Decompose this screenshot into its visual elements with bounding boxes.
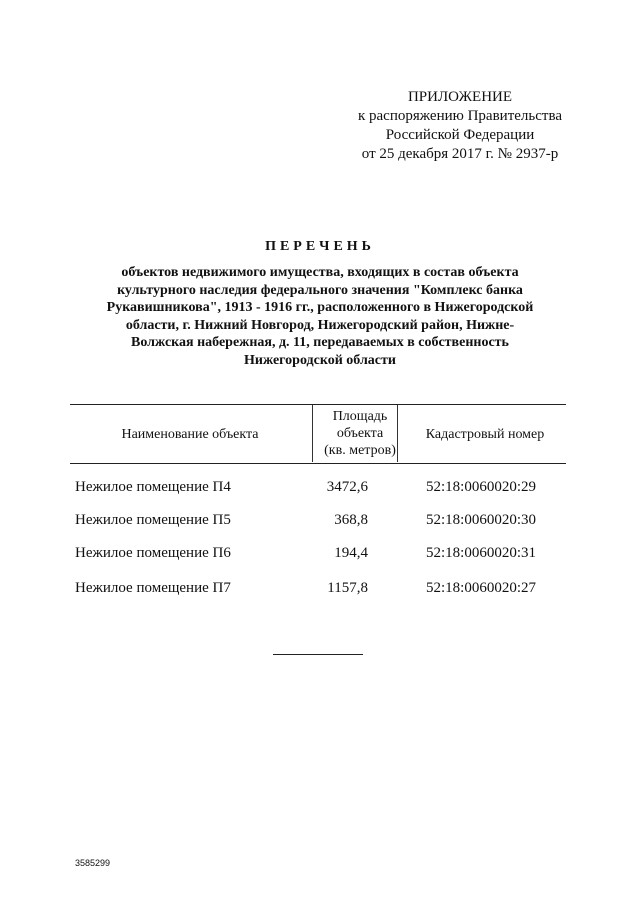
appendix-heading: ПРИЛОЖЕНИЕ: [407, 89, 513, 105]
end-rule: [273, 654, 363, 655]
header-name: Наименование объекта: [121, 427, 259, 442]
cell-cadastral: 52:18:0060020:30: [426, 512, 537, 528]
cell-area: 368,8: [334, 512, 368, 528]
table-header-rule: [70, 463, 566, 464]
cell-name: Нежилое помещение П7: [75, 580, 231, 596]
header-area-line: (кв. метров): [324, 443, 396, 458]
table-row: [0, 512, 640, 532]
appendix-block: [330, 88, 590, 164]
subtitle-line: Рукавишникова", 1913 - 1916 гг., расположенного в Нижегородской: [106, 300, 534, 315]
header-area-line: Площадь: [332, 409, 388, 424]
cell-area: 1157,8: [327, 580, 368, 596]
header-area: [310, 408, 410, 459]
subtitle-line: области, г. Нижний Новгород, Нижегородский район, Нижне-: [125, 317, 515, 333]
appendix-government: Российской Федерации: [385, 127, 535, 143]
subtitle-line: Нижегородской области: [244, 352, 396, 368]
cell-cadastral: 52:18:0060020:31: [426, 545, 537, 561]
document-subtitle: [70, 264, 570, 369]
table-row: [0, 479, 640, 499]
header-area-line: объекта: [336, 426, 384, 441]
cell-name: Нежилое помещение П4: [75, 479, 231, 495]
appendix-order-ref: к распоряжению Правительства: [357, 108, 562, 124]
cell-name: Нежилое помещение П6: [75, 545, 231, 561]
cell-name: Нежилое помещение П5: [75, 512, 231, 528]
table-row: [0, 580, 640, 600]
header-cadastral: Кадастровый номер: [425, 427, 545, 442]
cell-area: 3472,6: [326, 479, 368, 495]
cell-cadastral: 52:18:0060020:29: [426, 479, 537, 495]
subtitle-line: культурного наследия федерального значения "Комплекс банка: [117, 282, 523, 298]
subtitle-line: объектов недвижимого имущества, входящих в состав объекта: [121, 265, 519, 280]
cell-cadastral: 52:18:0060020:27: [426, 580, 537, 596]
table-row: [0, 545, 640, 565]
document-title: ПЕРЕЧЕНЬ: [265, 239, 375, 254]
document-number: 3585299: [75, 858, 111, 868]
subtitle-line: Волжская набережная, д. 11, передаваемых в собственность: [131, 335, 509, 350]
cell-area: 194,4: [334, 545, 368, 561]
appendix-date-number: от 25 декабря 2017 г. № 2937-р: [361, 146, 559, 162]
